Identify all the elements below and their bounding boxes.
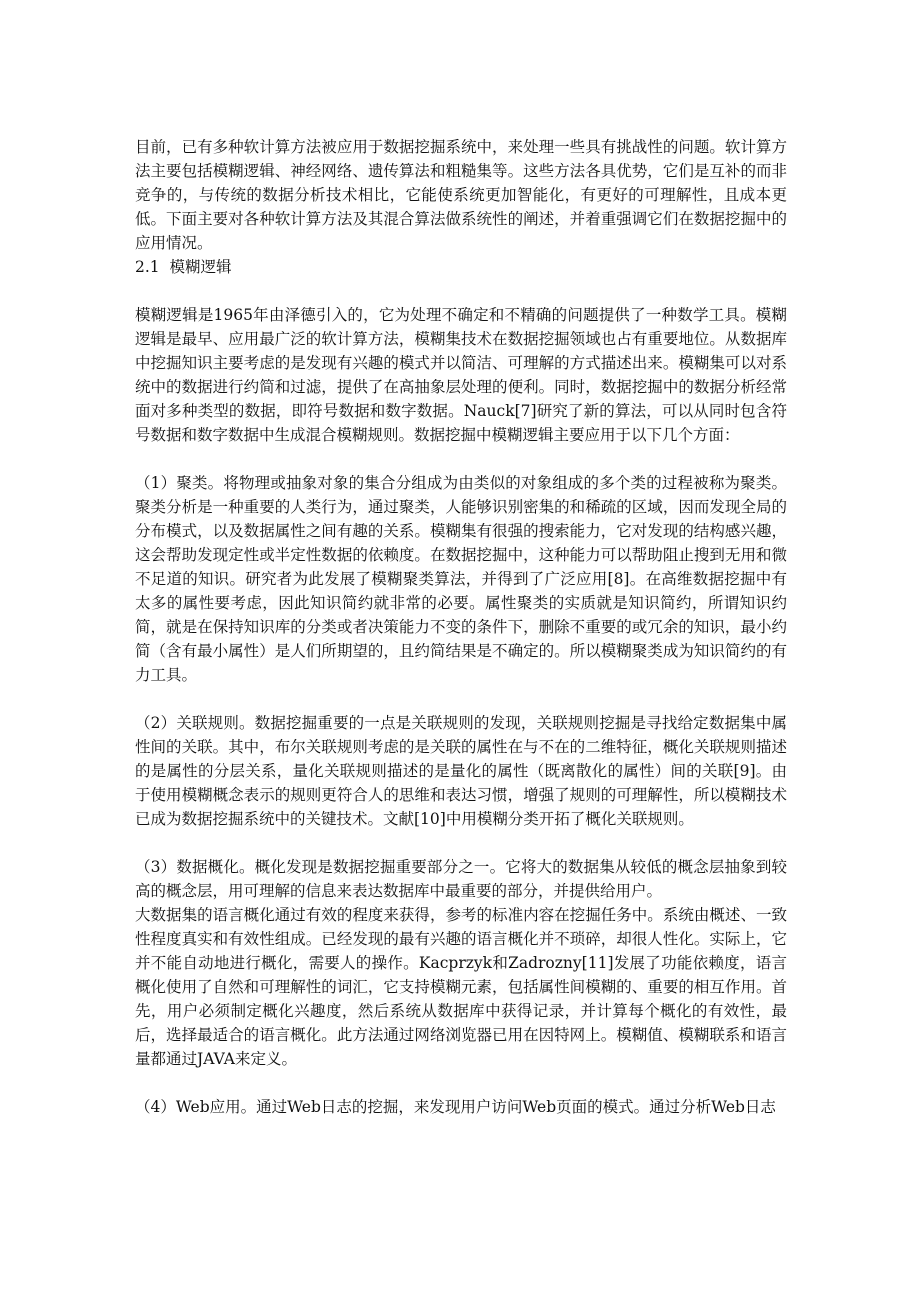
- fuzzy-logic-paragraph: 模糊逻辑是1965年由泽德引入的，它为处理不确定和不精确的问题提供了一种数学工具。模糊逻辑是最早、应用最广泛的软计算方法，模糊集技术在数据挖掘领域也占有重要地位。从数据库中挖掘知识主要考虑的是发现有兴趣的模式并以简洁、可理解的方式描述出来。模糊集可以对系统中的数据进行约简和过滤，提供了在高抽象层处理的便利。同时，数据挖掘中的数据分析经常面对多种类型的数据，即符号数据和数字数据。Nauck[7]研究了新的算法，可以从同时包含符号数据和数字数据中生成混合模糊规则。数据挖掘中模糊逻辑主要应用于以下几个方面：: [135, 306, 787, 444]
- spacer: [135, 831, 787, 855]
- spacer: [135, 1071, 787, 1095]
- spacer: [135, 447, 787, 471]
- intro-paragraph: 目前，已有多种软计算方法被应用于数据挖掘系统中，来处理一些具有挑战性的问题。软计算方法主要包括模糊逻辑、神经网络、遗传算法和粗糙集等。这些方法各具优势，它们是互补的而非竞争的，与传统的数据分析技术相比，它能使系统更加智能化，有更好的可理解性，且成本更低。下面主要对各种软计算方法及其混合算法做系统性的阐述，并着重强调它们在数据挖掘中的应用情况。: [135, 138, 787, 252]
- section-heading: 2.1 模糊逻辑: [135, 258, 232, 276]
- document-body: [135, 135, 787, 1119]
- generalization-paragraph: （3）数据概化。概化发现是数据挖掘重要部分之一。它将大的数据集从较低的概念层抽象到较高的概念层，用可理解的信息来表达数据库中最重要的部分，并提供给用户。: [135, 858, 787, 900]
- web-application-paragraph: （4）Web应用。通过Web日志的挖掘，来发现用户访问Web页面的模式。通过分析Web日志: [135, 1098, 776, 1116]
- linguistic-generalization-paragraph: 大数据集的语言概化通过有效的程度来获得，参考的标准内容在挖掘任务中。系统由概述、一致性程度真实和有效性组成。已经发现的最有兴趣的语言概化并不琐碎，却很人性化。实际上，它并不能自动地进行概化，需要人的操作。Kacprzyk和Zadrozny[11]发展了功能依赖度，语言概化使用了自然和可理解性的词汇，它支持模糊元素，包括属性间模糊的、重要的相互作用。首先，用户必须制定概化兴趣度，然后系统从数据库中获得记录，并计算每个概化的有效性，最后，选择最适合的语言概化。此方法通过网络浏览器已用在因特网上。模糊值、模糊联系和语言量都通过JAVA来定义。: [135, 906, 787, 1068]
- clustering-paragraph: （1）聚类。将物理或抽象对象的集合分组成为由类似的对象组成的多个类的过程被称为聚类。聚类分析是一种重要的人类行为，通过聚类，人能够识别密集的和稀疏的区域，因而发现全局的分布模式，以及数据属性之间有趣的关系。模糊集有很强的搜索能力，它对发现的结构感兴趣，这会帮助发现定性或半定性数据的依赖度。在数据挖掘中，这种能力可以帮助阻止搜到无用和微不足道的知识。研究者为此发展了模糊聚类算法，并得到了广泛应用[8]。在高维数据挖掘中有太多的属性要考虑，因此知识简约就非常的必要。属性聚类的实质就是知识简约，所谓知识约简，就是在保持知识库的分类或者决策能力不变的条件下，删除不重要的或冗余的知识，最小约简（含有最小属性）是人们所期望的，且约简结果是不确定的。所以模糊聚类成为知识简约的有力工具。: [135, 474, 787, 684]
- spacer: [135, 279, 787, 303]
- association-paragraph: （2）关联规则。数据挖掘重要的一点是关联规则的发现，关联规则挖掘是寻找给定数据集中属性间的关联。其中，布尔关联规则考虑的是关联的属性在与不在的二维特征，概化关联规则描述的是属性的分层关系，量化关联规则描述的是量化的属性（既离散化的属性）间的关联[9]。由于使用模糊概念表示的规则更符合人的思维和表达习惯，增强了规则的可理解性，所以模糊技术已成为数据挖掘系统中的关键技术。文献[10]中用模糊分类开拓了概化关联规则。: [135, 714, 787, 828]
- spacer: [135, 687, 787, 711]
